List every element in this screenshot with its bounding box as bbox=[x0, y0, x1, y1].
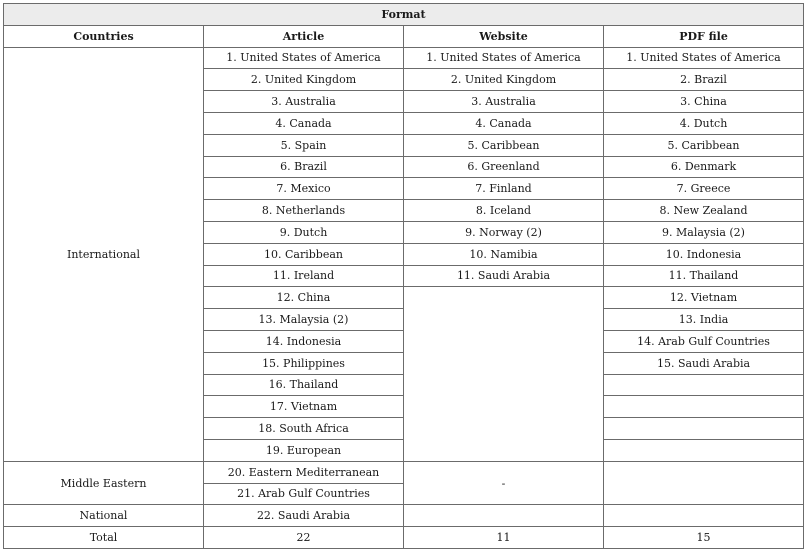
pdf-cell: 4. Dutch bbox=[604, 112, 804, 134]
pdf-cell: 5. Caribbean bbox=[604, 134, 804, 156]
table-title: Format bbox=[4, 4, 804, 26]
article-cell: 9. Dutch bbox=[204, 221, 404, 243]
pdf-empty-cell bbox=[604, 374, 804, 396]
article-cell: 3. Australia bbox=[204, 91, 404, 113]
website-cell: 1. United States of America bbox=[404, 47, 604, 69]
website-empty-cell bbox=[404, 287, 604, 461]
website-cell: 3. Australia bbox=[404, 91, 604, 113]
group-national: National bbox=[4, 505, 204, 527]
pdf-cell: 13. India bbox=[604, 309, 804, 331]
website-cell: 10. Namibia bbox=[404, 243, 604, 265]
pdf-empty-cell bbox=[604, 439, 804, 461]
article-cell: 13. Malaysia (2) bbox=[204, 309, 404, 331]
article-cell: 2. United Kingdom bbox=[204, 69, 404, 91]
pdf-cell: 9. Malaysia (2) bbox=[604, 221, 804, 243]
header-website: Website bbox=[404, 25, 604, 47]
group-middle-eastern: Middle Eastern bbox=[4, 461, 204, 505]
total-label: Total bbox=[4, 527, 204, 549]
website-cell: 9. Norway (2) bbox=[404, 221, 604, 243]
table-row bbox=[4, 461, 804, 483]
article-cell: 19. European bbox=[204, 439, 404, 461]
article-cell: 12. China bbox=[204, 287, 404, 309]
table-row bbox=[4, 505, 804, 527]
total-website: 11 bbox=[404, 527, 604, 549]
article-cell: 7. Mexico bbox=[204, 178, 404, 200]
pdf-cell: 6. Denmark bbox=[604, 156, 804, 178]
article-cell: 4. Canada bbox=[204, 112, 404, 134]
article-cell: 17. Vietnam bbox=[204, 396, 404, 418]
pdf-cell: 15. Saudi Arabia bbox=[604, 352, 804, 374]
article-cell: 1. United States of America bbox=[204, 47, 404, 69]
total-article: 22 bbox=[204, 527, 404, 549]
pdf-cell: 3. China bbox=[604, 91, 804, 113]
pdf-cell: 14. Arab Gulf Countries bbox=[604, 330, 804, 352]
pdf-cell: 8. New Zealand bbox=[604, 200, 804, 222]
article-cell: 15. Philippines bbox=[204, 352, 404, 374]
group-international: International bbox=[4, 47, 204, 461]
website-cell: 8. Iceland bbox=[404, 200, 604, 222]
article-cell: 11. Ireland bbox=[204, 265, 404, 287]
header-pdf: PDF file bbox=[604, 25, 804, 47]
pdf-national-cell bbox=[604, 505, 804, 527]
total-row bbox=[4, 527, 804, 549]
article-cell: 10. Caribbean bbox=[204, 243, 404, 265]
pdf-cell: 10. Indonesia bbox=[604, 243, 804, 265]
header-countries: Countries bbox=[4, 25, 204, 47]
article-cell: 22. Saudi Arabia bbox=[204, 505, 404, 527]
article-cell: 16. Thailand bbox=[204, 374, 404, 396]
website-cell: 6. Greenland bbox=[404, 156, 604, 178]
pdf-middle-eastern-cell bbox=[604, 461, 804, 505]
website-cell: 11. Saudi Arabia bbox=[404, 265, 604, 287]
website-cell: 4. Canada bbox=[404, 112, 604, 134]
article-cell: 6. Brazil bbox=[204, 156, 404, 178]
pdf-cell: 7. Greece bbox=[604, 178, 804, 200]
pdf-empty-cell bbox=[604, 396, 804, 418]
website-national-cell bbox=[404, 505, 604, 527]
pdf-empty-cell bbox=[604, 418, 804, 440]
article-cell: 5. Spain bbox=[204, 134, 404, 156]
website-cell: 5. Caribbean bbox=[404, 134, 604, 156]
total-pdf: 15 bbox=[604, 527, 804, 549]
pdf-cell: 1. United States of America bbox=[604, 47, 804, 69]
article-cell: 18. South Africa bbox=[204, 418, 404, 440]
website-middle-eastern-cell: - bbox=[404, 461, 604, 505]
article-cell: 21. Arab Gulf Countries bbox=[204, 483, 404, 505]
format-table bbox=[3, 3, 804, 549]
pdf-cell: 11. Thailand bbox=[604, 265, 804, 287]
article-cell: 8. Netherlands bbox=[204, 200, 404, 222]
website-cell: 2. United Kingdom bbox=[404, 69, 604, 91]
table-body bbox=[4, 47, 804, 548]
article-cell: 20. Eastern Mediterranean bbox=[204, 461, 404, 483]
table-row bbox=[4, 47, 804, 69]
pdf-cell: 2. Brazil bbox=[604, 69, 804, 91]
article-cell: 14. Indonesia bbox=[204, 330, 404, 352]
website-cell: 7. Finland bbox=[404, 178, 604, 200]
pdf-cell: 12. Vietnam bbox=[604, 287, 804, 309]
header-article: Article bbox=[204, 25, 404, 47]
